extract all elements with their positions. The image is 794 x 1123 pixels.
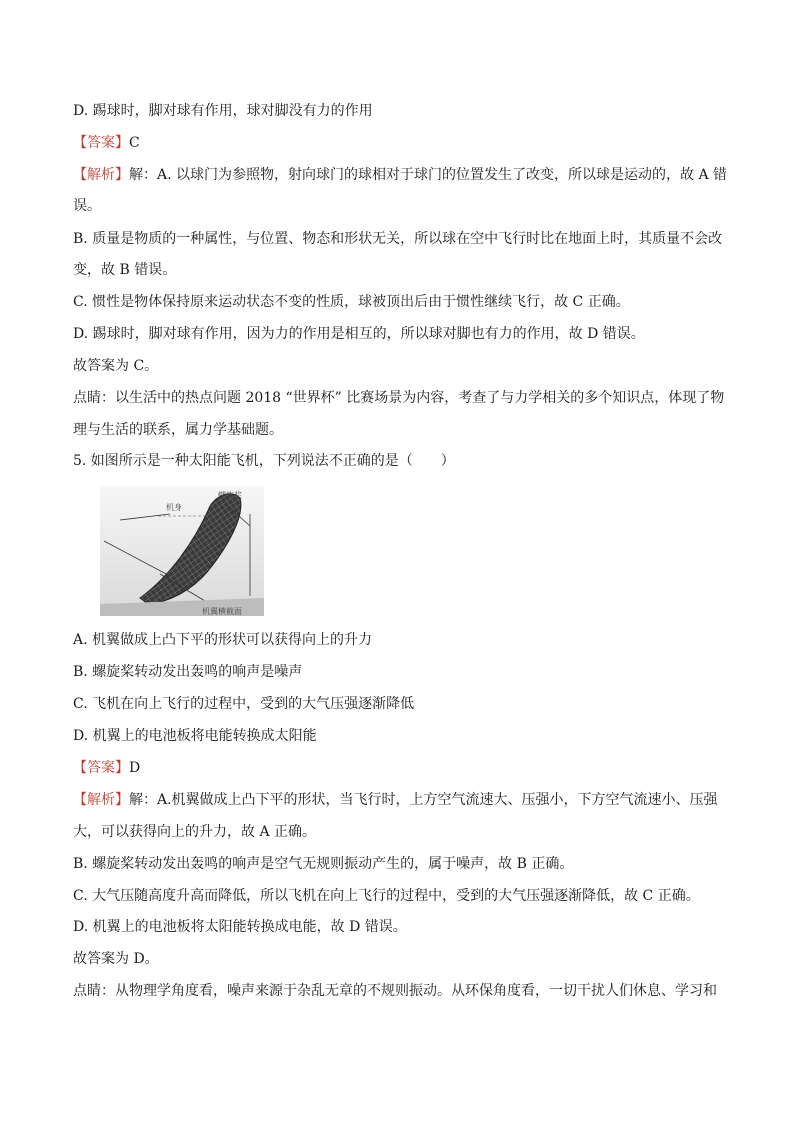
answer-tag: 【答案】	[73, 135, 129, 151]
analysis-2-d: D. 机翼上的电池板将太阳能转换成电能，故 D 错误。	[73, 919, 407, 935]
option-a: A. 机翼做成上凸下平的形状可以获得向上的升力	[73, 632, 373, 648]
label-propeller: 螺旋桨	[218, 491, 242, 500]
analysis-1-d: D. 踢球时，脚对球有作用，因为力的作用是相互的，所以球对脚也有力的作用，故 D 错误。	[73, 326, 645, 342]
answer-tag: 【答案】	[73, 760, 129, 776]
answer-2	[73, 758, 140, 778]
analysis-2-c: C. 大气压随高度升高而降低，所以飞机在向上飞行的过程中，受到的大气压强逐渐降低，故 C 正确。	[73, 888, 700, 904]
note-1-continued: 理与生活的联系，属力学基础题。	[73, 422, 283, 438]
analysis-2-b: B. 螺旋桨转动发出轰鸣的响声是空气无规则振动产生的，属于噪声，故 B 正确。	[73, 856, 574, 872]
solar-plane-image	[100, 486, 264, 616]
answer-1	[73, 133, 140, 153]
analysis-1-c: C. 惯性是物体保持原来运动状态不变的性质，球被顶出后由于惯性继续飞行，故 C 正确。	[73, 294, 630, 310]
analysis-1-continued: 误。	[73, 198, 101, 214]
question-5: 5. 如图所示是一种太阳能飞机，下列说法不正确的是（ ）	[73, 453, 455, 469]
conclusion-2: 故答案为 D。	[73, 951, 159, 967]
note-1: 点睛：以生活中的热点问题 2018 “世界杯” 比赛场景为内容，考查了与力学相关的多个知识点，体现了物	[73, 390, 725, 406]
analysis-text: 解：A.机翼做成上凸下平的形状，当飞行时，上方空气流速大、压强小，下方空气流速小、压强	[129, 792, 718, 808]
analysis-2	[73, 790, 718, 810]
analysis-tag: 【解析】	[73, 792, 129, 808]
note-2: 点睛：从物理学角度看，噪声来源于杂乱无章的不规则振动。从环保角度看，一切干扰人们休息、学习和	[73, 983, 717, 999]
analysis-tag: 【解析】	[73, 167, 129, 183]
answer-value: D	[129, 760, 141, 776]
analysis-1-b: B. 质量是物质的一种属性，与位置、物态和形状无关，所以球在空中飞行时比在地面上时，其质量不会改	[73, 231, 723, 247]
analysis-1-b-continued: 变，故 B 错误。	[73, 262, 177, 278]
option-d-previous: D. 踢球时，脚对球有作用，球对脚没有力的作用	[73, 103, 373, 119]
option-d: D. 机翼上的电池板将电能转换成太阳能	[73, 728, 317, 744]
option-b: B. 螺旋桨转动发出轰鸣的响声是噪声	[73, 664, 303, 680]
analysis-text: 解：A. 以球门为参照物，射向球门的球相对于球门的位置发生了改变，所以球是运动的，故 A 错	[129, 167, 728, 183]
label-wing-section: 机翼横截面	[202, 607, 242, 616]
label-fuselage: 机身	[166, 503, 182, 512]
analysis-1	[73, 165, 727, 185]
solar-plane-figure	[100, 486, 264, 616]
analysis-2-continued: 大，可以获得向上的升力，故 A 正确。	[73, 824, 317, 840]
conclusion-1: 故答案为 C。	[73, 358, 159, 374]
option-c: C. 飞机在向上飞行的过程中，受到的大气压强逐渐降低	[73, 696, 415, 712]
answer-value: C	[129, 135, 140, 151]
